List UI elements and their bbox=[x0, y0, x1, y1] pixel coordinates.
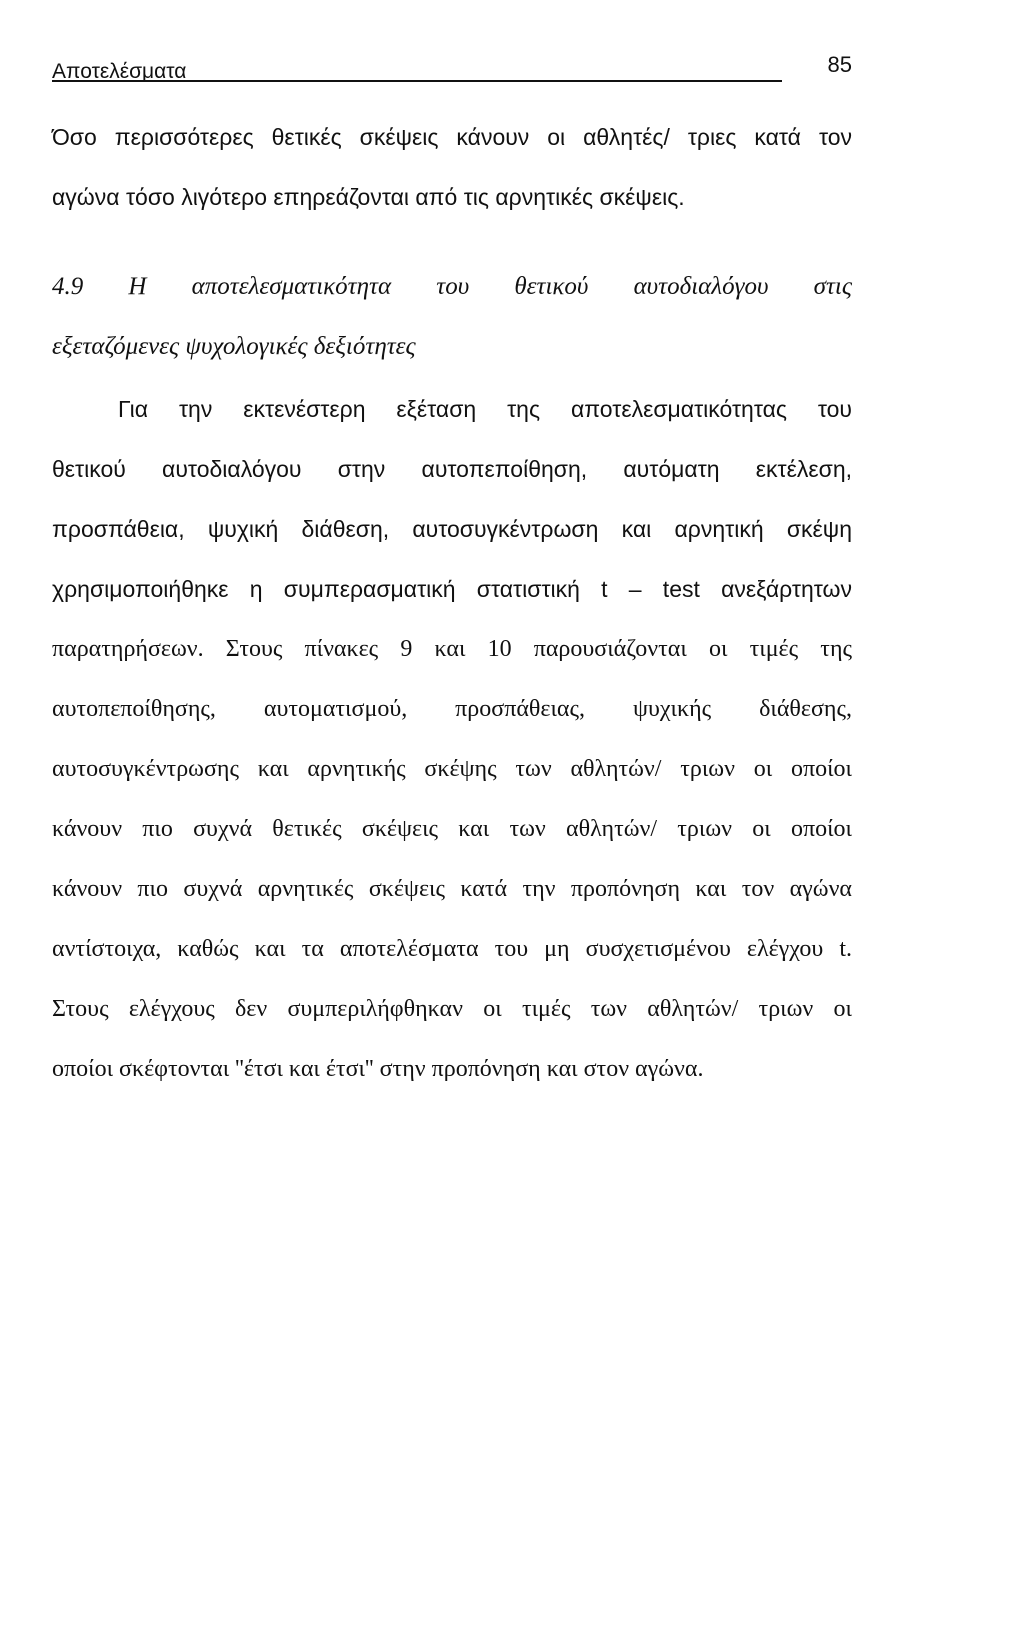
text-line: Στους ελέγχους δεν συμπεριλήφθηκαν οι τιμές των αθλητών/ τριων οι bbox=[52, 996, 852, 1022]
header-rule bbox=[52, 80, 782, 82]
text-line: αυτοσυγκέντρωσης και αρνητικής σκέψης των αθλητών/ τριων οι οποίοι bbox=[52, 756, 852, 782]
text-line: αυτοπεποίθησης, αυτοματισμού, προσπάθειας, ψυχικής διάθεσης, bbox=[52, 696, 852, 722]
text-line: Όσο περισσότερες θετικές σκέψεις κάνουν οι αθλητές/ τριες κατά τον bbox=[52, 124, 852, 150]
text-line: χρησιμοποιήθηκε η συμπερασματική στατιστική t – test ανεξάρτητων bbox=[52, 576, 852, 602]
text-line: Για την εκτενέστερη εξέταση της αποτελεσματικότητας του bbox=[118, 396, 852, 422]
text-line: κάνουν πιο συχνά αρνητικές σκέψεις κατά την προπόνηση και τον αγώνα bbox=[52, 876, 852, 902]
chapter-title: Αποτελέσματα bbox=[52, 60, 187, 83]
text-line: οποίοι σκέφτονται ''έτσι και έτσι'' στην προπόνηση και στον αγώνα. bbox=[52, 1056, 704, 1082]
text-line: θετικού αυτοδιαλόγου στην αυτοπεποίθηση, αυτόματη εκτέλεση, bbox=[52, 456, 852, 482]
text-line: αντίστοιχα, καθώς και τα αποτελέσματα του μη συσχετισμένου ελέγχου t. bbox=[52, 936, 852, 962]
text-line: αγώνα τόσο λιγότερο επηρεάζονται από τις αρνητικές σκέψεις. bbox=[52, 184, 685, 210]
running-header bbox=[52, 52, 852, 86]
text-line: παρατηρήσεων. Στους πίνακες 9 και 10 παρουσιάζονται οι τιμές της bbox=[52, 636, 852, 662]
text-line: προσπάθεια, ψυχική διάθεση, αυτοσυγκέντρωση και αρνητική σκέψη bbox=[52, 516, 852, 542]
section-heading: 4.9 Η αποτελεσματικότητα του θετικού αυτοδιαλόγου στις bbox=[52, 273, 852, 300]
section-heading: εξεταζόμενες ψυχολογικές δεξιότητες bbox=[52, 333, 416, 360]
text-line: κάνουν πιο συχνά θετικές σκέψεις και των αθλητών/ τριων οι οποίοι bbox=[52, 816, 852, 842]
page-number: 85 bbox=[827, 52, 852, 77]
